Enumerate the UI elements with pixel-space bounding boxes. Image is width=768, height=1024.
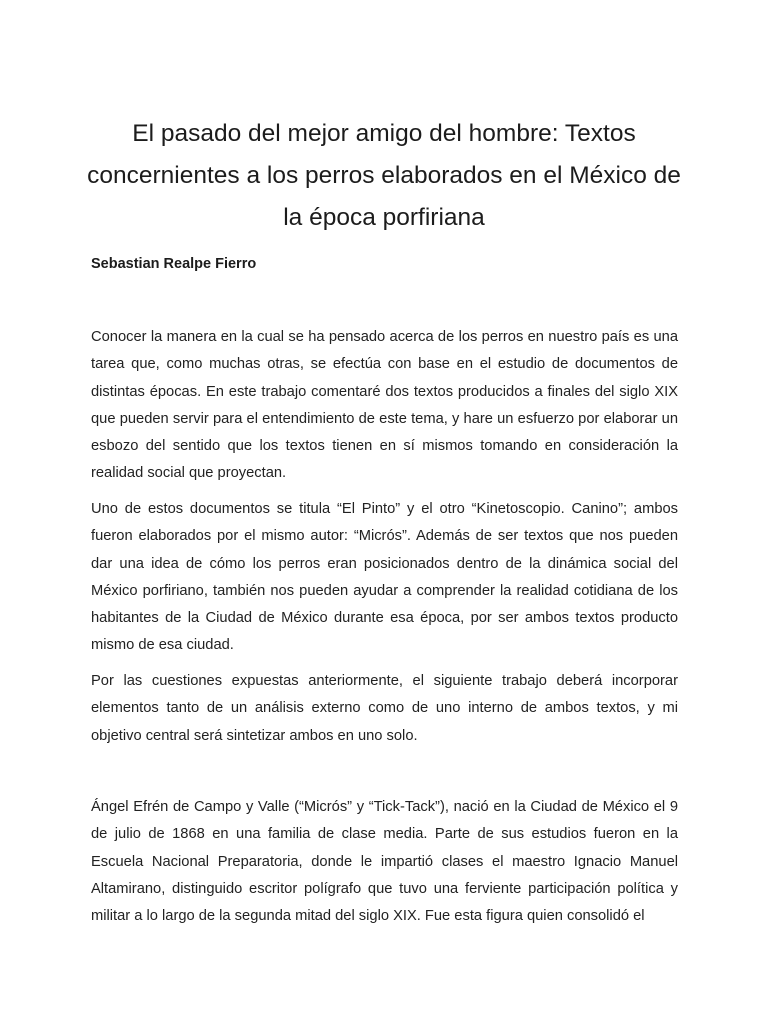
document-title: El pasado del mejor amigo del hombre: Textos concernientes a los perros elaborados en el México de la época porfiriana — [87, 120, 681, 231]
document-author: Sebastian Realpe Fierro — [91, 256, 257, 272]
paragraph-1: Conocer la manera en la cual se ha pensado acerca de los perros en nuestro país es una tarea que, como muchas otras, se efectúa con base en el estudio de documentos de distintas épocas. En este trabajo comentaré dos textos producidos a finales del siglo XIX que pueden servir para el entendimiento de este tema, y hare un esfuerzo por elaborar un esbozo del sentido que los textos tienen en sí mismos tomando en consideración la realidad social que proyectan. — [91, 329, 678, 482]
paragraph-3: Por las cuestiones expuestas anteriormente, el siguiente trabajo deberá incorporar elementos tanto de un análisis externo como de uno interno de ambos textos, y mi objetivo central será sintetizar ambos en uno solo. — [91, 673, 678, 744]
paragraph-4: Ángel Efrén de Campo y Valle (“Micrós” y “Tick-Tack”), nació en la Ciudad de México el 9 de julio de 1868 en una familia de clase media. Parte de sus estudios fueron en la Escuela Nacional Preparatoria, donde le impartió clases el maestro Ignacio Manuel Altamirano, distinguido escritor polígrafo que tuvo una ferviente participación política y militar a lo largo de la segunda mitad del siglo XIX. Fue esta figura quien consolidó el — [91, 799, 678, 925]
paragraph-2: Uno de estos documentos se titula “El Pinto” y el otro “Kinetoscopio. Canino”; ambos fueron elaborados por el mismo autor: “Micrós”. Además de ser textos que nos pueden dar una idea de cómo los perros eran posicionados dentro de la dinámica social del México porfiriano, también nos pueden ayudar a comprender la realidad cotidiana de los habitantes de la Ciudad de México durante esa época, por ser ambos textos producto mismo de esa ciudad. — [91, 501, 678, 654]
